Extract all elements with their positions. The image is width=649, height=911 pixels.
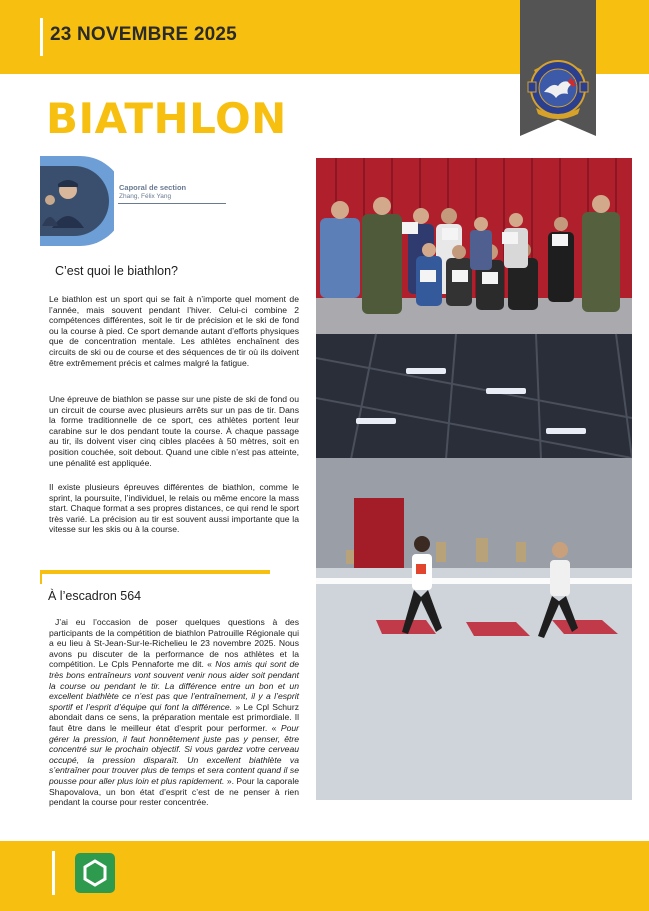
- paragraph: Il existe plusieurs épreuves différentes de biathlon, comme le sprint, la poursuite, l’individuel, le relais ou même encore la mass start. Chaque format a ses propres distances, ce qui rend le sport très varié. La précision au tir est souvent aussi importante que la vitesse sur les skis ou à la course.: [49, 482, 299, 535]
- paragraph: Une épreuve de biathlon se passe sur une piste de ski de fond ou un circuit de course avec plusieurs arrêts sur un pas de tir. Dans la forme traditionnelle de ce sport, ces athlètes portent leur carabine sur le dos pendant toute la course. À chaque passage au tir, ils doivent viser cinq cibles placées à 50 mètres, soit en position couchée, soit debout. Quand une cible n’est pas atteinte, une pénalité est appliquée.: [49, 394, 299, 468]
- author-name: Zhang, Félix Yang: [119, 193, 172, 200]
- event-photo-illustration: [316, 158, 632, 800]
- quote-text: Nos amis qui sont de très bons entraîneurs vont souvent venir nous aider soit pendant la course ou pendant le tir. La différence entre un bon et un excellent biathlète ce n’est pas que l’entraînement, il y a l’esprit sportif et l’esprit d’équipe qui font la différence.: [49, 659, 300, 712]
- section-divider: [40, 570, 270, 574]
- author-portrait: [40, 156, 114, 246]
- author-role: Caporal de section: [119, 183, 187, 192]
- article-title: BIATHLON: [46, 94, 287, 143]
- section-heading-squadron: À l’escadron 564: [48, 589, 142, 603]
- interview-paragraph: [49, 617, 299, 808]
- paragraph: Le biathlon est un sport qui se fait à n’importe quel moment de l’année, mais souvent pendant l’hiver. Celui-ci combine 2 compétences différentes, soit le tir de précision et le ski de fond ou la course à pied. Ce sport demande autant d’efforts physiques que de concentration mentale. Les athlètes enchaînent des circuits de ski ou de course et des séquences de tir où ils doivent être extrêmement précis et calmes malgré la fatigue.: [49, 294, 299, 368]
- interview-text: » Le Cpl Schurz abondait dans ce sens, la préparation mentale est primordiale. Il faut être dans le meilleur état d’esprit pour performer. «: [49, 701, 300, 733]
- squadron-crest-icon: [522, 52, 594, 124]
- interview-text: J’ai eu l’occasion de poser quelques questions à des participants de la compétition de biathlon Patrouille Régionale qui a eu lieu à St-Jean-Sur-le-Richelieu le 23 novembre 2025. Nous avons pu discuter de la performance de nos athlètes et la compétition. Le Cpls Pennaforte me dit. «: [49, 617, 299, 670]
- footer-divider: [52, 851, 55, 895]
- section-heading-what-is: C’est quoi le biathlon?: [55, 264, 178, 278]
- author-divider: [118, 203, 226, 204]
- event-photo: [316, 158, 632, 800]
- quote-text: Pour gérer la pression, il faut honnêtement juste pas y penser, être concentré sur le prochain objectif. Si vous gardez votre cerveau occupé, la pression disparaît. Un excellent biathlète va s’entraîner pour trouver plus de temps et sera content quand il se pousse pour aller plus loin et plus rapidement.: [49, 722, 299, 786]
- issue-date: 23 NOVEMBRE 2025: [50, 24, 237, 45]
- hexagon-app-icon[interactable]: [75, 853, 115, 893]
- interview-text: ». Pour la caporale Shapovalova, un bon état d’esprit c’est de ne penser à rien pendant la course pour rester concentrée.: [49, 775, 300, 808]
- header-divider: [40, 18, 43, 56]
